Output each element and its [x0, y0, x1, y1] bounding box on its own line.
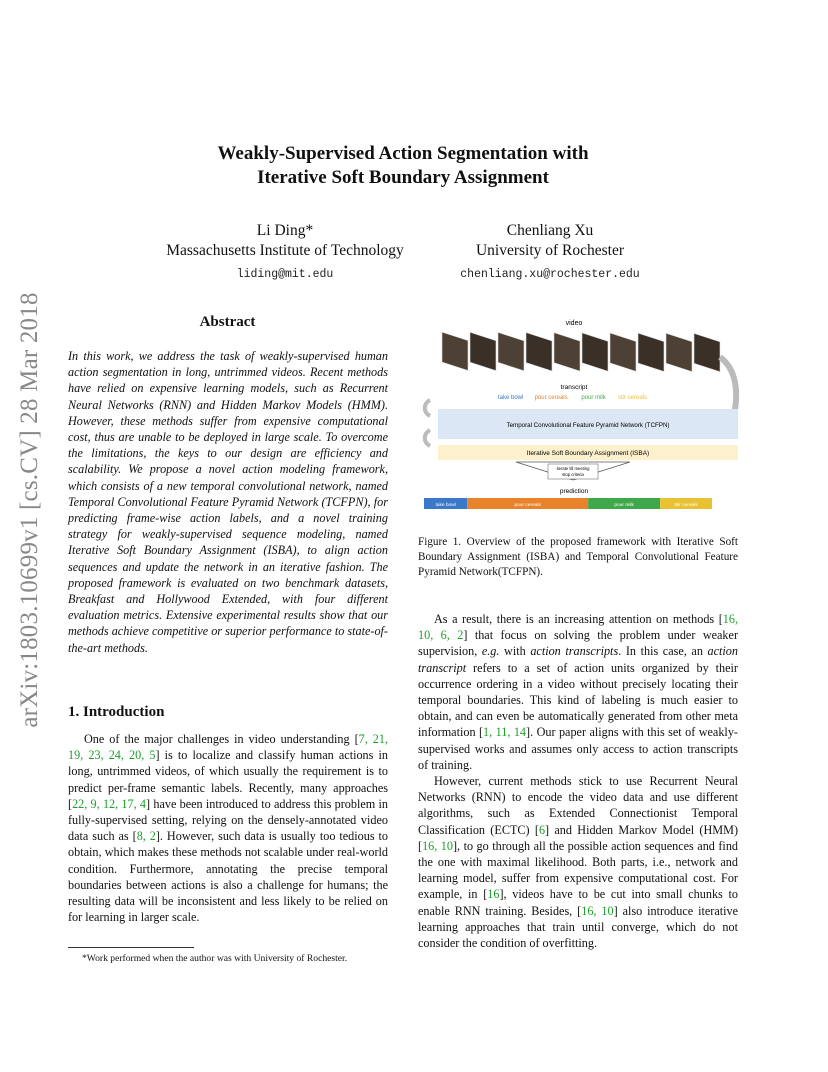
- citation-link[interactable]: 22, 9, 12, 17, 4: [72, 796, 147, 811]
- video-frame: [526, 333, 552, 371]
- author-affiliation: University of Rochester: [475, 242, 625, 259]
- paper-title: [0, 142, 806, 190]
- video-frame: [582, 333, 608, 371]
- citation-link[interactable]: 6: [538, 822, 546, 837]
- loop-arrow-left-bottom: [425, 430, 430, 446]
- video-frame: [610, 333, 636, 371]
- figure-1: [420, 312, 740, 517]
- author-block-1: [150, 221, 420, 285]
- transcript-item: pour milk: [581, 395, 606, 401]
- arxiv-stamp-text: arXiv:1803.10699v1 [cs.CV] 28 Mar 2018: [16, 292, 43, 728]
- video-frame: [442, 332, 468, 370]
- citation-link[interactable]: 1, 11, 14: [483, 725, 527, 740]
- author-affiliation: Massachusetts Institute of Technology: [166, 242, 404, 259]
- prediction-segment-label: pour milk: [614, 503, 634, 508]
- transcript-item: stir cereals: [618, 395, 648, 401]
- tcfpn-label: Temporal Convolutional Feature Pyramid Network (TCFPN): [506, 422, 670, 429]
- video-frame: [470, 332, 496, 370]
- iterate-label-line-1: iterate till meeting: [556, 466, 590, 471]
- citation-link[interactable]: 8, 2: [136, 829, 156, 844]
- prediction-segment-label: pour cereals: [514, 503, 541, 508]
- citation-link[interactable]: 16: [487, 887, 500, 902]
- right-paragraph-2: However, current methods stick to use Recurrent Neural Networks (RNN) to encode the video data and use different algorithms, such as Extended Connectionist Temporal Classification (ECTC) [6] and Hidden Markov Model (HMM) [16, 10], to go through all the possible action sequences and find the one with maximal likelihood. Both parts, i.e., network and learning model, suffer from expensive computational cost. For example, in [16], videos have to be cut into small chunks to enable RNN training. Besides, [16, 10] also introduce iterative learning approaches that train until converge, which do not consider the condition of overfitting.: [418, 774, 739, 951]
- video-frame: [554, 333, 580, 371]
- video-frame: [498, 332, 524, 370]
- title-line-1: Weakly-Supervised Action Segmentation with: [217, 143, 589, 164]
- video-frame: [666, 333, 692, 371]
- arxiv-stamp: [10, 270, 50, 750]
- prediction-segments: [424, 498, 712, 509]
- author-name: Li Ding*: [256, 222, 314, 239]
- author-email[interactable]: liding@mit.edu: [236, 268, 334, 281]
- intro-heading: 1. Introduction: [68, 704, 165, 720]
- citation-link[interactable]: 7, 21, 19, 23, 24, 20, 5: [68, 732, 389, 763]
- footnote: *Work performed when the author was with University of Rochester.: [82, 953, 348, 964]
- intro-paragraph: One of the major challenges in video understanding [7, 21, 19, 23, 24, 20, 5] is to localize and classify human actions in long, untrimmed videos, of which usually the requirement is to predict per-frame semantic labels. Recently, many approaches [22, 9, 12, 17, 4] have been introduced to address this problem in fully-supervised setting, relying on the densely-annotated video data such as [8, 2]. However, such data is usually too tedious to obtain, which makes these methods not scalable under real-world condition. Furthermore, annotating the precise temporal boundaries between actions is also a challenge for humans; the resulting data will be inconsistent and less likely to be relied on for learning in larger scale.: [68, 732, 389, 925]
- author-block-2: [430, 221, 670, 285]
- abstract-heading: Abstract: [199, 314, 256, 330]
- transcript-item: pour cereals: [534, 395, 568, 401]
- footnote-rule: [68, 947, 194, 948]
- prediction-segment-label: stir cereals: [674, 503, 698, 508]
- author-name: Chenliang Xu: [506, 222, 594, 239]
- video-frame: [694, 333, 720, 371]
- citation-link[interactable]: 16, 10: [422, 838, 453, 853]
- figure-caption: Figure 1. Overview of the proposed framework with Iterative Soft Boundary Assignment (ISBA) and Temporal Convolutional Feature Pyramid Network(TCFPN).: [418, 536, 738, 578]
- citation-link[interactable]: 16, 10: [581, 903, 614, 918]
- author-email[interactable]: chenliang.xu@rochester.edu: [460, 268, 640, 281]
- abstract-text: In this work, we address the task of weakly-supervised human action segmentation in long, untrimmed videos. Recent methods have relied on expensive learning models, such as Recurrent Neural Networks (RNN) and Hidden Markov Models (HMM). However, these methods suffer from expensive computational cost, thus are unable to be deployed in large scale. To overcome the limitations, the keys to our design are efficiency and scalability. We propose a novel action modeling framework, which consists of a new temporal convolutional network, named Temporal Convolutional Feature Pyramid Network (TCFPN), for predicting frame-wise action labels, and a novel training strategy for weakly-supervised sequence modeling, named Iterative Soft Boundary Assignment (ISBA), to align action sequences and update the network in an iterative fashion. The proposed framework is evaluated on two benchmark datasets, Breakfast and Hollywood Extended, with four different evaluation metrics. Extensive experimental results show that our methods achieve competitive or superior performance to state-of-the-art methods.: [68, 349, 388, 655]
- iterate-label-line-2: stop criteria: [562, 472, 584, 477]
- figure-diagram: [420, 312, 740, 517]
- right-paragraph-1: As a result, there is an increasing attention on methods [16, 10, 6, 2] that focus on solving the problem under weaker supervision, e.g. with action transcripts. In this case, an action transcript refers to a set of action units organized by their occurrence ordering in a video without precisely locating their temporal boundaries. This kind of labeling is much easier to obtain, and can even be automatically generated from other meta information [1, 11, 14]. Our paper aligns with this set of weakly-supervised works and assumes only access to action transcripts of training.: [418, 612, 738, 772]
- citation-link[interactable]: 16, 10, 6, 2: [418, 612, 738, 643]
- video-frame: [638, 333, 664, 371]
- prediction-segment-label: take bowl: [435, 503, 456, 508]
- title-line-2: Iterative Soft Boundary Assignment: [257, 167, 549, 188]
- prediction-label: prediction: [559, 488, 589, 495]
- video-label: video: [565, 320, 583, 327]
- loop-arrow-left-top: [425, 400, 430, 416]
- video-frames: [442, 332, 720, 372]
- transcript-item: take bowl: [498, 395, 524, 401]
- transcript-label: transcript: [560, 384, 588, 391]
- isba-label: Iterative Soft Boundary Assignment (ISBA): [526, 450, 650, 457]
- transcript-row: [498, 395, 647, 401]
